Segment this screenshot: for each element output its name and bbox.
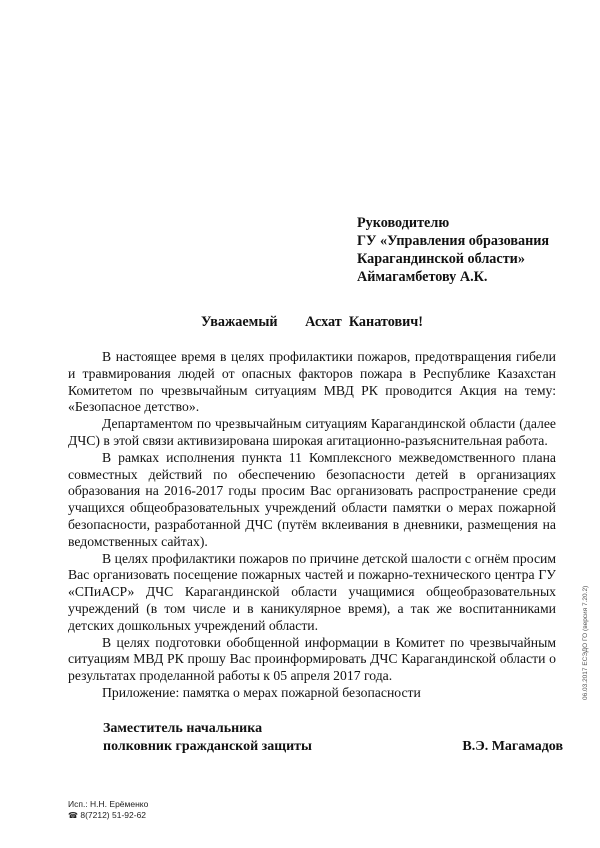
body-paragraph: В целях подготовки обобщенной информации в Комитет по чрезвычайным ситуациям МВД РК прошу Вас проинформировать ДЧС Карагандинской области о результатах проделанной работы к 05 апреля 2017 года.	[68, 634, 556, 684]
addressee-line: Карагандинской области»	[357, 251, 525, 267]
signature-title-line1: Заместитель начальника	[103, 721, 263, 736]
executor-phone: 8(7212) 51-92-62	[80, 810, 147, 820]
addressee-block	[357, 214, 597, 286]
body-paragraph: В целях профилактики пожаров по причине детской шалости с огнём просим Вас организовать посещение пожарных частей и пожарно-технического центра ГУ «СПиАСР» ДЧС Карагандинской области учащимися общеобразовательных учреждений (в том числе и в каникулярное время), а так же воспитанниками детских дошкольных учреждений области.	[68, 550, 556, 633]
greeting	[0, 314, 600, 331]
executor-phone-line	[68, 810, 148, 821]
letter-body	[68, 349, 556, 702]
addressee-line: Руководителю	[357, 215, 450, 231]
greeting-name: Асхат Канатович!	[305, 314, 424, 330]
body-paragraph: Департаментом по чрезвычайным ситуациям Карагандинской области (далее ДЧС) в этой связи активизирована широкая агитационно-разъяснительная работа.	[68, 416, 556, 448]
attachment-note: Приложение: памятка о мерах пожарной безопасности	[102, 684, 421, 700]
executor-name: Исп.: Н.Н. Ерёменко	[68, 799, 149, 809]
registration-stamp: 06.03.2017 ЕСЭДО ГО (версия 7.20.2)	[582, 585, 589, 700]
greeting-salutation: Уважаемый	[200, 314, 278, 330]
signature-title-line2: полковник гражданской защиты	[103, 739, 312, 754]
body-paragraph: В рамках исполнения пункта 11 Комплексного межведомственного плана совместных действий по обеспечению безопасности детей в организациях образования на 2016-2017 годы просим Вас организовать распространение среди учащихся общеобразовательных учреждений области памятки о мерах пожарной безопасности, разработанной ДЧС (путём вклеивания в дневники, размещения на ведомственных сайтах).	[68, 449, 556, 549]
signature-block	[103, 720, 563, 756]
body-paragraph: В настоящее время в целях профилактики пожаров, предотвращения гибели и травмирования людей от опасных факторов пожара в Республике Казахстан Комитетом по чрезвычайным ситуациям МВД РК проводится Акция на тему: «Безопасное детство».	[68, 349, 556, 415]
signatory-name: В.Э. Магамадов	[462, 739, 563, 754]
executor-info	[68, 799, 148, 821]
addressee-line: ГУ «Управления образования	[357, 233, 550, 249]
addressee-line: Аймагамбетову А.К.	[357, 269, 488, 285]
phone-icon: ☎	[68, 811, 78, 820]
